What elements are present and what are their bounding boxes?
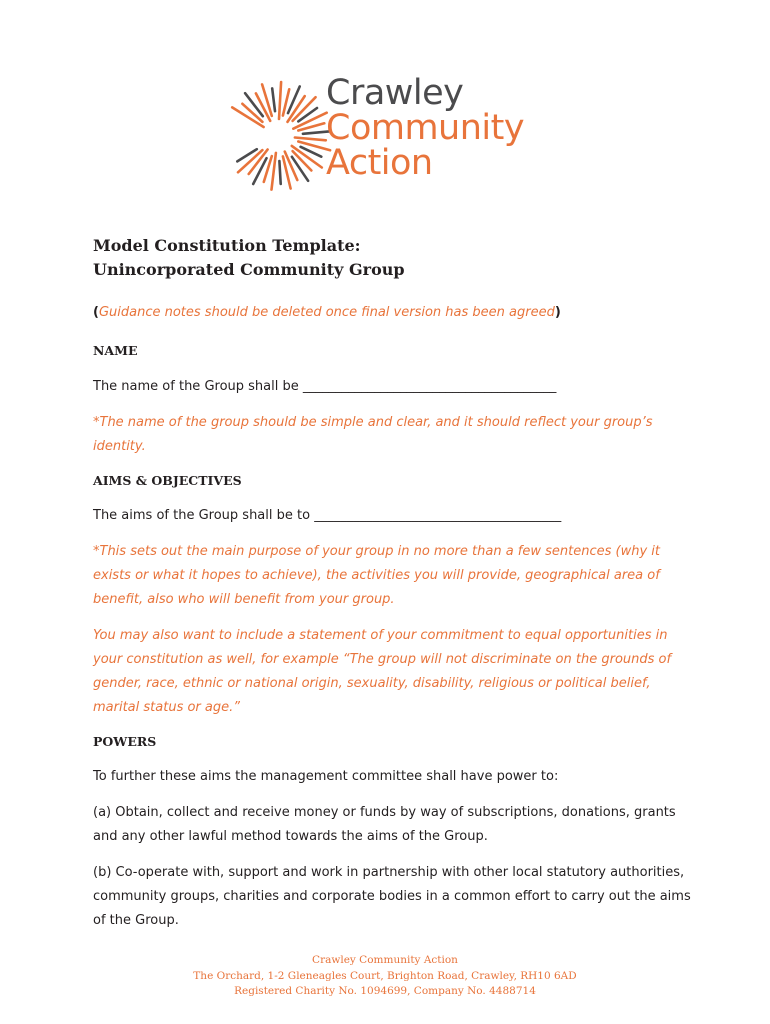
guidance-note	[93, 305, 693, 320]
aims-hint-2: You may also want to include a statement of your commitment to equal opportunities in your constitution as well, for example “The group will not discriminate on the grounds of gender, race, ethnic or national origin, sexuality, disability, religious or political belief, marital status or age.”	[93, 628, 672, 715]
title-line-1: Model Constitution Template:	[93, 236, 361, 255]
aims-hint-1: *This sets out the main purpose of your group in no more than a few sentences (why it exists or what it hopes to achieve), the activities you will provide, geographical area of benefit, also who will benefit from your group.	[93, 544, 661, 607]
document-body	[93, 234, 693, 933]
name-hint: *The name of the group should be simple and clear, and it should reflect your group’s identity.	[93, 415, 653, 454]
logo-ray	[262, 84, 272, 116]
logo-ray	[279, 161, 280, 184]
logo-ray	[295, 138, 326, 141]
aims-body: The aims of the Group shall be to ______________________________________	[93, 508, 562, 523]
guidance-note-text: Guidance notes should be deleted once final version has been agreed	[98, 305, 555, 320]
section-heading-name: NAME	[93, 343, 138, 358]
footer-registration: Registered Charity No. 1094699, Company No. 4488714	[234, 985, 536, 997]
guidance-open-paren: (	[93, 305, 99, 320]
page-footer	[0, 953, 770, 1000]
name-body: The name of the Group shall be _______________________________________	[93, 379, 557, 394]
logo-ray	[272, 88, 275, 111]
logo-word-action: Action	[326, 143, 433, 183]
section-heading-aims: AIMS & OBJECTIVES	[93, 473, 242, 488]
powers-item-a: (a) Obtain, collect and receive money or funds by way of subscriptions, donations, grants and any other lawful method towards the aims of the Group.	[93, 805, 676, 844]
guidance-close-paren: )	[554, 305, 561, 320]
powers-intro: To further these aims the management committee shall have power to:	[93, 769, 559, 784]
sunburst-logo-icon	[222, 72, 332, 200]
logo	[222, 72, 562, 200]
powers-item-b: (b) Co-operate with, support and work in partnership with other local statutory authorities, community groups, charities and corporate bodies in a common effort to carry out the aims of the Group.	[93, 865, 691, 928]
logo-word-crawley: Crawley	[326, 73, 464, 113]
document-title	[93, 234, 693, 282]
footer-org-name: Crawley Community Action	[312, 954, 458, 966]
logo-word-community: Community	[326, 108, 525, 148]
footer-address: The Orchard, 1-2 Gleneagles Court, Brighton Road, Crawley, RH10 6AD	[193, 969, 577, 982]
section-heading-powers: POWERS	[93, 734, 157, 749]
logo-wordmark	[326, 73, 525, 183]
title-line-2: Unincorporated Community Group	[93, 260, 405, 279]
logo-ray	[279, 82, 281, 119]
